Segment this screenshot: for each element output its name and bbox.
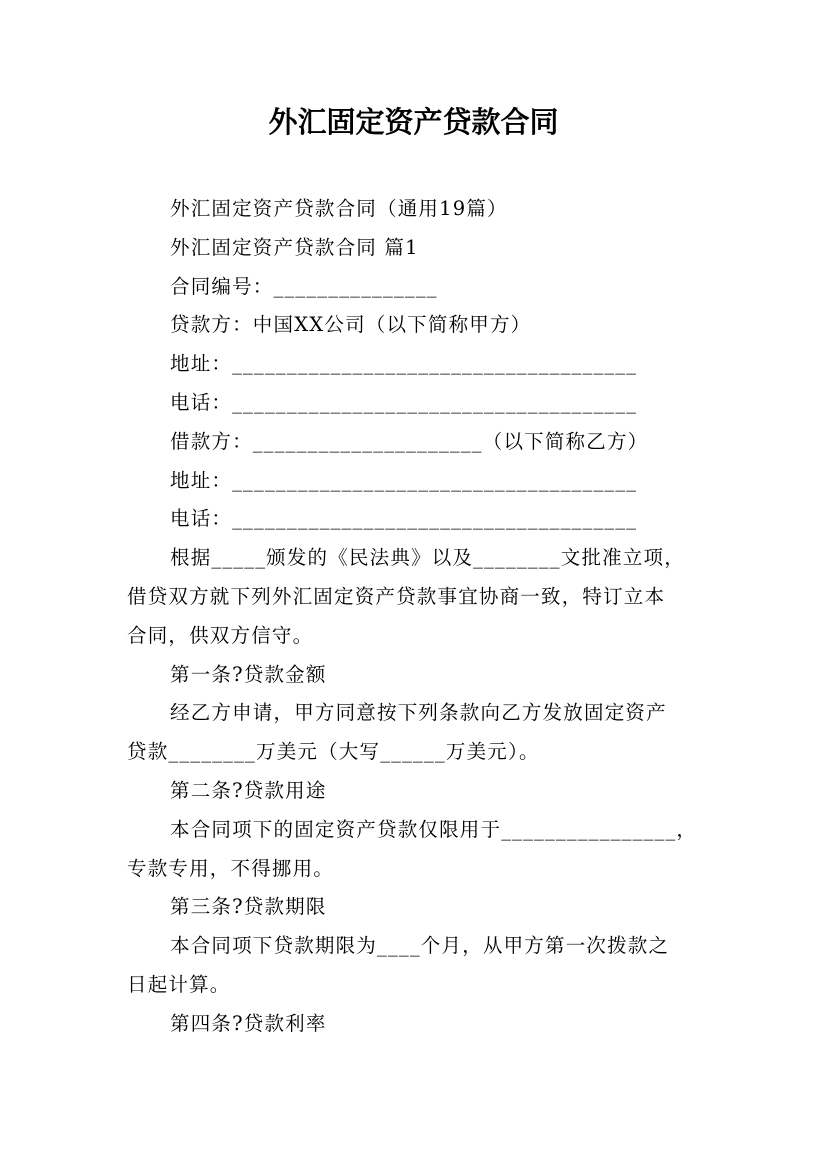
preamble-line-2: 借贷双方就下列外汇固定资产贷款事宜协商一致，特订立本 bbox=[127, 584, 666, 608]
borrower-address-line: 地址：_____________________________________ bbox=[170, 468, 638, 492]
article-1-title: 第一条?贷款金额 bbox=[170, 662, 327, 686]
contract-number-line: 合同编号：_______________ bbox=[170, 274, 438, 298]
document-body bbox=[127, 190, 717, 1044]
borrower-phone-line: 电话：_____________________________________ bbox=[170, 507, 638, 531]
preamble-line-1: 根据_____颁发的《民法典》以及________文批准立项， bbox=[170, 546, 685, 570]
article-1-line-1: 经乙方申请，甲方同意按下列条款向乙方发放固定资产 bbox=[170, 701, 667, 725]
lender-line: 贷款方：中国XX公司（以下简称甲方） bbox=[170, 313, 532, 337]
preamble-line-3: 合同，供双方信守。 bbox=[127, 623, 314, 647]
document-title: 外汇固定资产贷款合同 bbox=[268, 105, 559, 139]
section-heading: 外汇固定资产贷款合同 篇1 bbox=[170, 235, 419, 259]
article-2-line-2: 专款专用，不得挪用。 bbox=[127, 856, 335, 880]
lender-phone-line: 电话：_____________________________________ bbox=[170, 390, 638, 414]
lender-address-line: 地址：_____________________________________ bbox=[170, 352, 638, 376]
article-4-title: 第四条?贷款利率 bbox=[170, 1011, 327, 1035]
subtitle-line: 外汇固定资产贷款合同（通用19篇） bbox=[170, 197, 508, 220]
article-3-line-1: 本合同项下贷款期限为____个月，从甲方第一次拨款之 bbox=[170, 934, 670, 958]
article-2-title: 第二条?贷款用途 bbox=[170, 778, 327, 802]
article-1-line-2: 贷款________万美元（大写______万美元）。 bbox=[127, 740, 540, 764]
article-3-title: 第三条?贷款期限 bbox=[170, 895, 327, 919]
article-3-line-2: 日起计算。 bbox=[127, 972, 231, 996]
article-2-line-1: 本合同项下的固定资产贷款仅限用于________________， bbox=[170, 817, 698, 841]
borrower-line: 借款方：_____________________（以下简称乙方） bbox=[170, 429, 649, 453]
